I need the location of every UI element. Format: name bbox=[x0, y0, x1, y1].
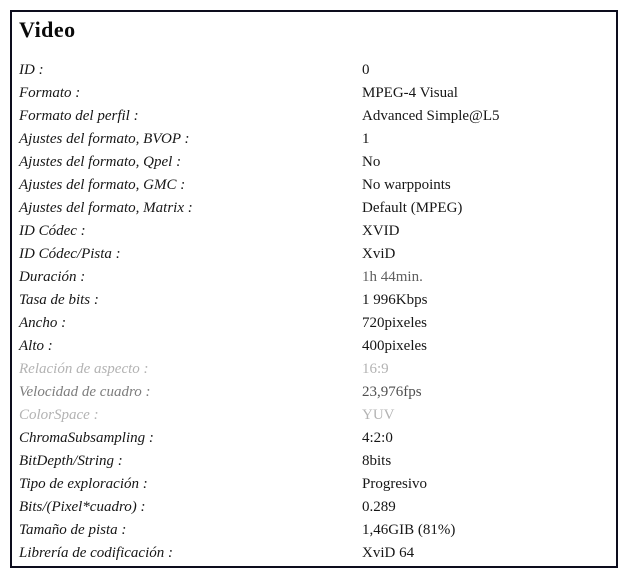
row-value: 23,976fps bbox=[362, 384, 422, 400]
row-label: Ancho : bbox=[19, 315, 67, 331]
info-row bbox=[12, 427, 616, 450]
row-label: Formato del perfil : bbox=[19, 108, 139, 124]
row-value: 4:2:0 bbox=[362, 430, 393, 446]
row-label: Relación de aspecto : bbox=[19, 361, 149, 377]
row-value: 0 bbox=[362, 62, 370, 78]
row-label: Ajustes del formato, GMC : bbox=[19, 177, 186, 193]
info-row bbox=[12, 519, 616, 542]
info-row bbox=[12, 473, 616, 496]
info-row bbox=[12, 128, 616, 151]
row-value: 720pixeles bbox=[362, 315, 427, 331]
row-label: ID Códec : bbox=[19, 223, 86, 239]
row-value: No bbox=[362, 154, 381, 170]
row-value: Advanced Simple@L5 bbox=[362, 108, 500, 124]
row-value: 0.289 bbox=[362, 499, 396, 515]
info-row bbox=[12, 105, 616, 128]
row-label: BitDepth/String : bbox=[19, 453, 123, 469]
row-label: Ajustes del formato, BVOP : bbox=[19, 131, 190, 147]
row-value: 400pixeles bbox=[362, 338, 427, 354]
row-label: ID : bbox=[19, 62, 44, 78]
row-value: XviD 64 bbox=[362, 545, 415, 561]
info-row bbox=[12, 358, 616, 381]
video-info-panel bbox=[10, 10, 618, 568]
row-value: 8bits bbox=[362, 453, 392, 469]
info-row bbox=[12, 335, 616, 358]
row-value: 1,46GIB (81%) bbox=[362, 522, 456, 538]
row-value: 1 996Kbps bbox=[362, 292, 428, 308]
row-label: Tipo de exploración : bbox=[19, 476, 148, 492]
row-label: Ajustes del formato, Matrix : bbox=[19, 200, 193, 216]
row-label: ID Códec/Pista : bbox=[19, 246, 121, 262]
info-row bbox=[12, 450, 616, 473]
row-value: YUV bbox=[362, 407, 395, 423]
info-row bbox=[12, 220, 616, 243]
info-row bbox=[12, 496, 616, 519]
info-row bbox=[12, 59, 616, 82]
info-row bbox=[12, 542, 616, 565]
info-row bbox=[12, 174, 616, 197]
info-row bbox=[12, 82, 616, 105]
row-label: ColorSpace : bbox=[19, 407, 99, 423]
row-value: XVID bbox=[362, 223, 400, 239]
row-label: Tamaño de pista : bbox=[19, 522, 127, 538]
row-value: 16:9 bbox=[362, 361, 389, 377]
info-row bbox=[12, 312, 616, 335]
row-label: Bits/(Pixel*cuadro) : bbox=[19, 499, 146, 515]
row-label: Velocidad de cuadro : bbox=[19, 384, 151, 400]
row-label: Ajustes del formato, Qpel : bbox=[19, 154, 182, 170]
row-value: No warppoints bbox=[362, 177, 451, 193]
info-row bbox=[12, 243, 616, 266]
info-row bbox=[12, 404, 616, 427]
panel-title: Video bbox=[19, 17, 76, 42]
row-label: ChromaSubsampling : bbox=[19, 430, 154, 446]
row-label: Formato : bbox=[19, 85, 81, 101]
info-row bbox=[12, 197, 616, 220]
info-row bbox=[12, 381, 616, 404]
row-value: MPEG-4 Visual bbox=[362, 85, 458, 101]
row-label: Tasa de bits : bbox=[19, 292, 99, 308]
row-value: Progresivo bbox=[362, 476, 427, 492]
row-label: Duración : bbox=[19, 269, 86, 285]
info-rows bbox=[12, 59, 616, 565]
row-label: Librería de codificación : bbox=[19, 545, 173, 561]
row-value: XviD bbox=[362, 246, 396, 262]
row-value: 1h 44min. bbox=[362, 269, 423, 285]
row-label: Alto : bbox=[19, 338, 53, 354]
info-row bbox=[12, 151, 616, 174]
info-row bbox=[12, 289, 616, 312]
row-value: Default (MPEG) bbox=[362, 200, 463, 216]
row-value: 1 bbox=[362, 131, 370, 147]
info-row bbox=[12, 266, 616, 289]
